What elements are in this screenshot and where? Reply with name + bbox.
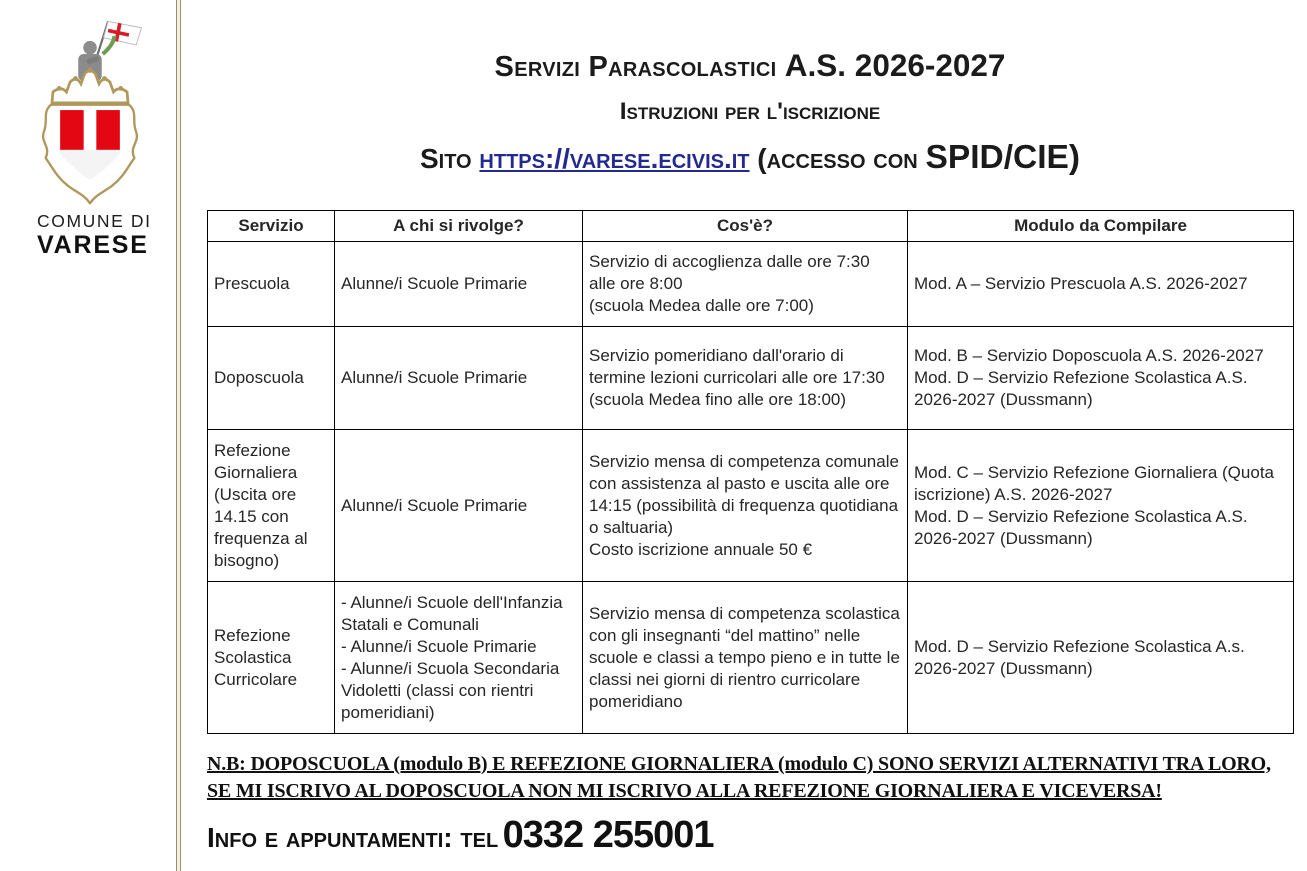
cell-text: - Alunne/i Scuole Primarie xyxy=(341,636,537,656)
crown-icon xyxy=(52,68,128,103)
cell-a-chi-si-rivolge xyxy=(335,430,583,582)
table-row xyxy=(208,327,1294,430)
cell-text: - Alunne/i Scuole dell'Infanzia Statali e Comunali xyxy=(341,592,563,634)
cell-text: Mod. C – Servizio Refezione Giornaliera (Quota iscrizione) A.S. 2026-2027 xyxy=(914,462,1274,504)
cell-servizio xyxy=(208,430,335,582)
header-cose: Cos'è? xyxy=(583,211,908,242)
table-row xyxy=(208,582,1294,734)
page-title-text: Servizi Parascolastici xyxy=(494,51,777,83)
cell-servizio xyxy=(208,242,335,327)
cell-text: Alunne/i Scuole Primarie xyxy=(341,274,528,293)
vertical-divider xyxy=(176,0,181,871)
header-modulo: Modulo da Compilare xyxy=(908,211,1294,242)
cell-text: Costo iscrizione annuale 50 € xyxy=(589,539,813,559)
site-prefix: Sito xyxy=(419,143,472,174)
cell-text: Mod. B – Servizio Doposcuola A.S. 2026-2027 xyxy=(914,346,1264,365)
cell-modulo xyxy=(908,327,1294,430)
page-title-year: A.S. 2026-2027 xyxy=(784,47,1006,83)
cell-modulo xyxy=(908,582,1294,734)
phone-number: 0332 255001 xyxy=(502,814,714,856)
header-a-chi-si-rivolge: A chi si rivolge? xyxy=(335,211,583,242)
main-content xyxy=(207,0,1293,857)
services-table-body xyxy=(208,242,1294,734)
cell-modulo xyxy=(908,242,1294,327)
coat-of-arms-icon xyxy=(24,16,156,206)
comune-di-varese-logo xyxy=(24,16,156,206)
cell-text: Servizio pomeridiano dall'orario di termine lezioni curricolari alle ore 17:30 xyxy=(589,346,885,387)
cell-a-chi-si-rivolge xyxy=(335,242,583,327)
cell-text: Refezione Scolastica Curricolare xyxy=(214,625,298,689)
table-row xyxy=(208,242,1294,327)
cell-text: - Alunne/i Scuola Secondaria Vidoletti (classi con rientri pomeridiani) xyxy=(341,658,560,722)
cell-text: Alunne/i Scuole Primarie xyxy=(341,495,528,515)
header-servizio: Servizio xyxy=(208,211,335,242)
cell-text: Mod. D – Servizio Refezione Scolastica A.s. 2026-2027 (Dussmann) xyxy=(914,636,1245,678)
info-contact-line xyxy=(207,814,1293,857)
cell-cose xyxy=(583,327,908,430)
cell-text: Mod. D – Servizio Refezione Scolastica A.S. 2026-2027 (Dussmann) xyxy=(914,368,1248,409)
info-label: Info e appuntamenti: tel xyxy=(207,822,499,853)
cell-text: Refezione Giornaliera (Uscita ore 14.15 con frequenza al bisogno) xyxy=(214,440,308,570)
cell-text: (scuola Medea fino alle ore 18:00) xyxy=(589,390,847,409)
table-row xyxy=(208,430,1294,582)
cell-text: Servizio mensa di competenza scolastica con gli insegnanti “del mattino” nelle scuole e classi a tempo pieno e in tutte le classi nei giorni di rientro curricolare pomeridiano xyxy=(589,603,900,711)
cell-a-chi-si-rivolge xyxy=(335,327,583,430)
cell-text: Servizio mensa di competenza comunale con assistenza al pasto e uscita alle ore 14:15 (possibilità di frequenza quotidiana o saltuaria) xyxy=(589,451,899,537)
cell-text: Alunne/i Scuole Primarie xyxy=(341,368,528,387)
site-line xyxy=(207,136,1293,181)
site-mid: (accesso con xyxy=(757,143,918,174)
page-subtitle: Istruzioni per l'iscrizione xyxy=(619,98,881,125)
shield-icon xyxy=(43,105,137,204)
title-block xyxy=(207,0,1293,181)
cell-cose xyxy=(583,582,908,734)
cell-text: Prescuola xyxy=(214,274,290,293)
site-url-link[interactable]: https://varese.ecivis.it xyxy=(479,143,750,174)
brand-varese: VARESE xyxy=(37,231,149,260)
cell-servizio xyxy=(208,327,335,430)
table-header-row xyxy=(208,211,1294,242)
cell-a-chi-si-rivolge xyxy=(335,582,583,734)
cell-servizio xyxy=(208,582,335,734)
cell-cose xyxy=(583,242,908,327)
red-cross-flag-icon xyxy=(95,21,141,61)
cell-text: Doposcuola xyxy=(214,368,304,387)
cell-cose xyxy=(583,430,908,582)
brand-text xyxy=(37,212,176,259)
brand-comune-di: COMUNE DI xyxy=(37,211,152,231)
page-title xyxy=(207,46,1293,86)
cell-text: Mod. D – Servizio Refezione Scolastica A.S. 2026-2027 (Dussmann) xyxy=(914,506,1248,548)
cell-text: Servizio di accoglienza dalle ore 7:30 alle ore 8:00 xyxy=(589,252,870,293)
nb-warning-note: N.B: DOPOSCUOLA (modulo B) E REFEZIONE GIORNALIERA (modulo C) SONO SERVIZI ALTERNATIVI TRA LORO, SE MI ISCRIVO AL DOPOSCUOLA NON MI ISCRIVO ALLA REFEZIONE GIORNALIERA E VICEVERSA! xyxy=(207,753,1271,802)
cell-text: (scuola Medea dalle ore 7:00) xyxy=(589,296,814,315)
cell-modulo xyxy=(908,430,1294,582)
sidebar-brand xyxy=(0,0,176,259)
services-table xyxy=(207,210,1294,734)
cell-text: Mod. A – Servizio Prescuola A.S. 2026-2027 xyxy=(914,274,1248,293)
site-spid-cie: SPID/CIE) xyxy=(925,139,1081,176)
